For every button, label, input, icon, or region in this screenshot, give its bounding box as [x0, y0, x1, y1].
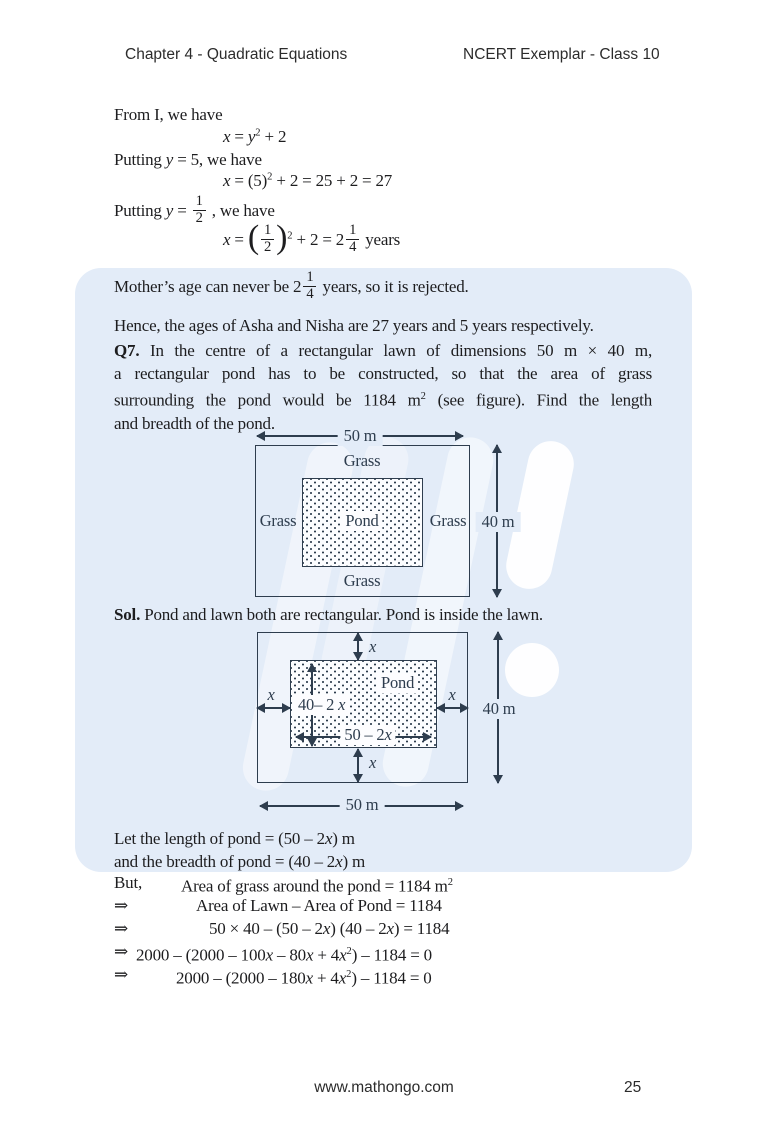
footer-page-number: 25 [624, 1079, 642, 1096]
implies-symbol: ⇒ [114, 942, 129, 961]
watermark-dot [505, 643, 559, 697]
question-line: surrounding the pond would be 1184 $m^2$ (see figure). Find the length [114, 390, 652, 410]
margin-label-x-top: x [369, 637, 377, 656]
grass-label-top: Grass [343, 451, 381, 470]
text-line-rejected: Mother’s age can never be 2 $\frac{1}{4}$ years, so it is rejected. [114, 269, 469, 302]
text-line-hence: Hence, the ages of Asha and Nisha are 27 years and 5 years respectively. [114, 316, 594, 335]
solution-step-row [114, 894, 659, 917]
margin-label-x-bottom: x [369, 753, 377, 772]
header-chapter-title: Chapter 4 - Quadratic Equations [125, 46, 348, 63]
grass-label-bottom: Grass [343, 571, 381, 590]
margin-arrow-x-bottom [357, 749, 359, 782]
solution-steps [114, 871, 659, 986]
step-equation: 50 × 40 – (50 – 2x) (40 – 2x) = 1184 [209, 919, 450, 938]
question-line: a rectangular pond has to be constructed, so that the area of grass [114, 364, 652, 383]
text-line: Putting y = 5, we have [114, 150, 262, 169]
equation-line: $x = (5)^2 + 2 = 25 + 2 = 27$ [223, 171, 393, 190]
solution-step-row [114, 940, 659, 963]
implies-symbol: ⇒ [114, 965, 129, 984]
text-line: and the breadth of pond = (40 – 2x) m [114, 852, 366, 871]
margin-arrow-x-top [357, 633, 359, 660]
pond-label: Pond [341, 511, 382, 531]
step-equation: $2000 - (2000 - 180x + 4x^2) - 1184 = 0$ [176, 968, 432, 988]
header-book-title: NCERT Exemplar - Class 10 [463, 46, 660, 63]
step-equation: $2000 - (2000 - 100x - 80x + 4x^2) - 1184 = 0$ [136, 945, 432, 965]
solution-step-row [114, 917, 659, 940]
grass-label-left: Grass [259, 511, 297, 530]
dimension-label-40m: 40 m [476, 512, 521, 532]
step-equation: Area of Lawn – Area of Pond = 1184 [196, 896, 442, 915]
text-line: Let the length of pond = (50 – 2x) m [114, 829, 355, 848]
pond-height-label: 40– 2 x [294, 695, 349, 715]
footer-site-url: www.mathongo.com [314, 1079, 454, 1096]
pond-label: Pond [377, 673, 418, 693]
step-label: But, [114, 873, 143, 892]
implies-symbol: ⇒ [114, 919, 129, 938]
pond-width-label: 50 – 2x [340, 725, 395, 745]
solution-step-row [114, 871, 659, 894]
margin-label-x-left: x [267, 685, 275, 704]
margin-arrow-x-right [437, 707, 468, 709]
equation-line: x = ( $\frac{1}{2}$ )$^2$ + 2 = 2 $\frac{1}{4}$ years [223, 219, 401, 256]
question-7 [114, 339, 652, 435]
solution-intro: Sol. Pond and lawn both are rectangular. Pond is inside the lawn. [114, 605, 543, 624]
text-line: From I, we have [114, 105, 223, 124]
equation-line: $x = y^2 + 2$ [223, 127, 287, 146]
question-line: Q7. In the centre of a rectangular lawn of dimensions 50 m × 40 m, [114, 341, 652, 360]
margin-arrow-x-left [257, 707, 290, 709]
grass-label-right: Grass [429, 511, 467, 530]
dimension-label-50m: 50 m [340, 795, 385, 815]
step-equation: Area of grass around the pond = 1184 $m^2$ [181, 876, 453, 896]
dimension-label-50m: 50 m [338, 426, 383, 446]
let-lines [114, 827, 365, 873]
solution-step-row [114, 963, 659, 986]
margin-label-x-right: x [448, 685, 456, 704]
implies-symbol: ⇒ [114, 896, 129, 915]
question-line: and breadth of the pond. [114, 413, 275, 433]
text-line: Putting y = $\frac{1}{2}$ , we have [114, 193, 275, 226]
dimension-label-40m: 40 m [477, 699, 522, 719]
